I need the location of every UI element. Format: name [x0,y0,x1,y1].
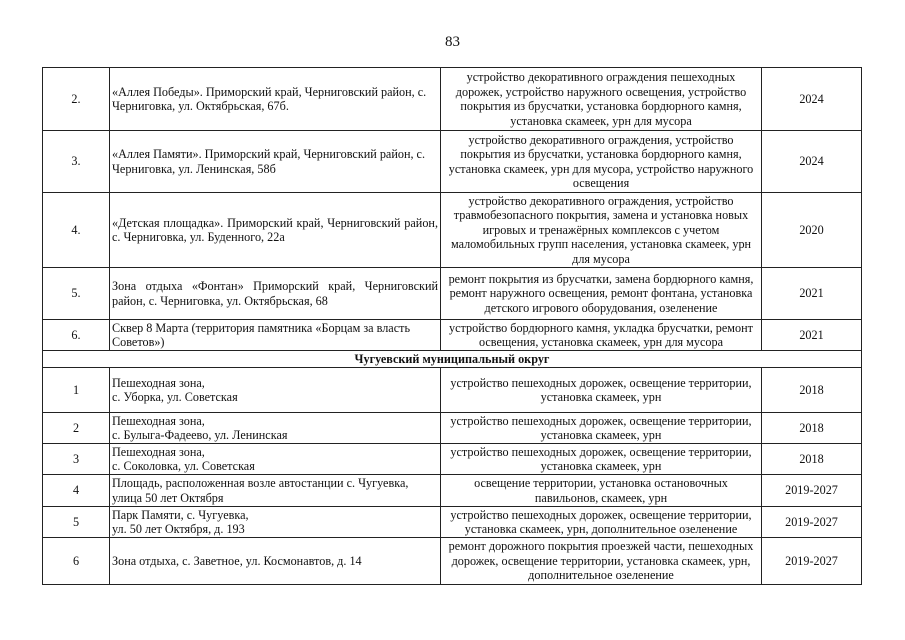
year-cell: 2024 [762,68,862,131]
year-cell: 2021 [762,268,862,320]
year-cell: 2018 [762,444,862,475]
table-row [43,475,862,507]
object-cell: Парк Памяти, с. Чугуевка, ул. 50 лет Октября, д. 193 [110,507,441,538]
object-cell: «Аллея Памяти». Приморский край, Черниговский район, с. Черниговка, ул. Ленинская, 58б [110,131,441,193]
section-row [43,351,862,368]
works-cell: устройство декоративного ограждения пешеходных дорожек, устройство наружного освещения, устройство покрытия из брусчатки, установка бордюрного камня, установка скамеек, урн для мусора [441,68,762,131]
row-number: 4 [43,475,110,507]
object-cell: Пешеходная зона, с. Булыга-Фадеево, ул. Ленинская [110,413,441,444]
table-row [43,507,862,538]
year-cell: 2019-2027 [762,538,862,585]
row-number: 3. [43,131,110,193]
table-row [43,193,862,268]
works-cell: ремонт покрытия из брусчатки, замена бордюрного камня, ремонт наружного освещения, ремонт фонтана, установка детского игрового оборудования, озеленение [441,268,762,320]
row-number: 5. [43,268,110,320]
works-cell: устройство пешеходных дорожек, освещение территории, установка скамеек, урн, дополнительное озеленение [441,507,762,538]
works-cell: освещение территории, установка остановочных павильонов, скамеек, урн [441,475,762,507]
table-row [43,413,862,444]
table-row [43,538,862,585]
works-cell: устройство пешеходных дорожек, освещение территории, установка скамеек, урн [441,368,762,413]
table-row [43,268,862,320]
row-number: 6. [43,320,110,351]
row-number: 6 [43,538,110,585]
object-cell: Сквер 8 Марта (территория памятника «Борцам за власть Советов») [110,320,441,351]
section-title: Чугуевский муниципальный округ [43,351,862,368]
row-number: 5 [43,507,110,538]
works-cell: устройство бордюрного камня, укладка брусчатки, ремонт освещения, установка скамеек, урн для мусора [441,320,762,351]
object-cell: Пешеходная зона, с. Соколовка, ул. Советская [110,444,441,475]
year-cell: 2024 [762,131,862,193]
year-cell: 2018 [762,368,862,413]
year-cell: 2019-2027 [762,475,862,507]
row-number: 2. [43,68,110,131]
row-number: 4. [43,193,110,268]
row-number: 3 [43,444,110,475]
year-cell: 2020 [762,193,862,268]
object-cell: Зона отдыха, с. Заветное, ул. Космонавтов, д. 14 [110,538,441,585]
row-number: 2 [43,413,110,444]
table-row [43,368,862,413]
year-cell: 2018 [762,413,862,444]
object-cell: Пешеходная зона, с. Уборка, ул. Советская [110,368,441,413]
works-cell: устройство пешеходных дорожек, освещение территории, установка скамеек, урн [441,444,762,475]
table-row [43,320,862,351]
object-cell: «Детская площадка». Приморский край, Черниговский район, с. Черниговка, ул. Буденного, 22а [110,193,441,268]
works-cell: устройство декоративного ограждения, устройство покрытия из брусчатки, установка бордюрного камня, установка скамеек, урн для мусора, устройство наружного освещения [441,131,762,193]
works-cell: устройство декоративного ограждения, устройство травмобезопасного покрытия, замена и установка новых игровых и тренажёрных комплексов с учетом маломобильных групп населения, установка скамеек, урн для мусора [441,193,762,268]
works-cell: устройство пешеходных дорожек, освещение территории, установка скамеек, урн [441,413,762,444]
works-cell: ремонт дорожного покрытия проезжей части, пешеходных дорожек, освещение территории, установка скамеек, урн, дополнительное озеленение [441,538,762,585]
table-row [43,131,862,193]
object-cell: Зона отдыха «Фонтан» Приморский край, Черниговский район, с. Черниговка, ул. Октябрьская, 68 [110,268,441,320]
row-number: 1 [43,368,110,413]
year-cell: 2021 [762,320,862,351]
page-number: 83 [445,34,460,50]
table-row [43,444,862,475]
object-cell: Площадь, расположенная возле автостанции с. Чугуевка, улица 50 лет Октября [110,475,441,507]
object-cell: «Аллея Победы». Приморский край, Черниговский район, с. Черниговка, ул. Октябрьская, 67б. [110,68,441,131]
table-row [43,68,862,131]
improvement-table [42,67,862,585]
year-cell: 2019-2027 [762,507,862,538]
